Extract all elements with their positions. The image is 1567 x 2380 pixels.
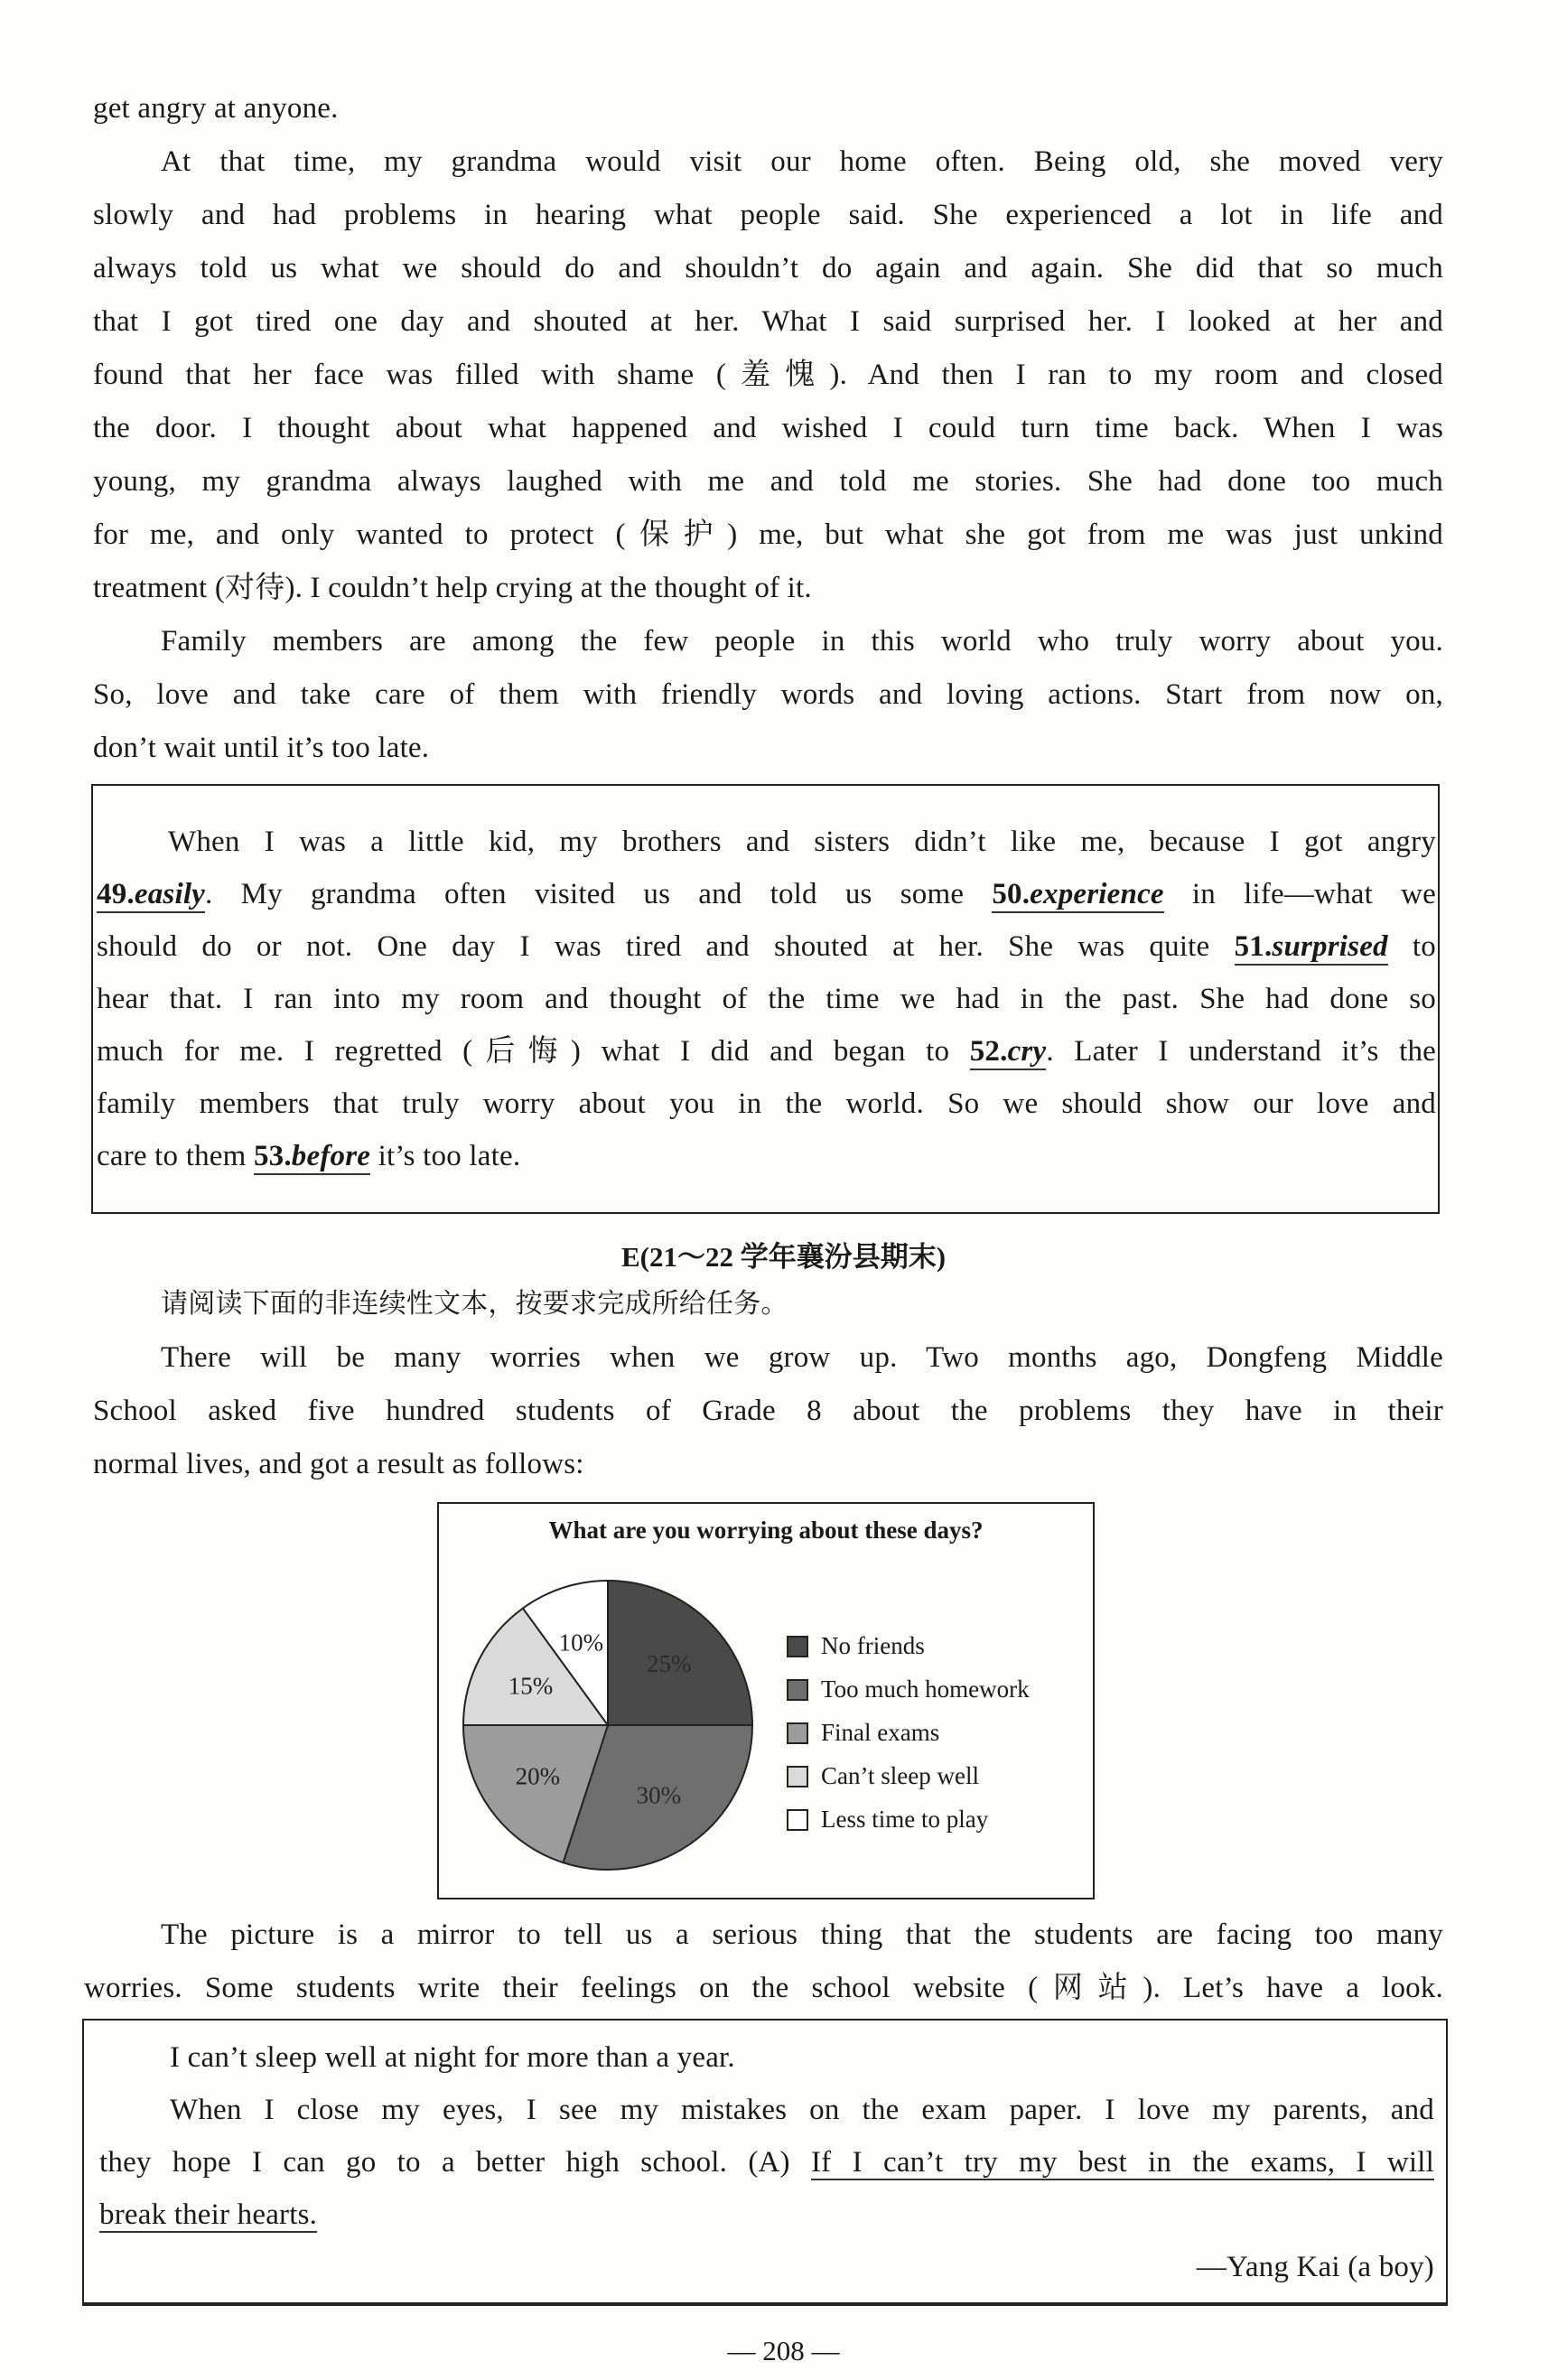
passage-line: for me, and only wanted to protect (保护) me, but what she got from me was just unkind [93, 518, 1443, 551]
post-line [99, 2197, 1434, 2233]
answer-49: 49.easily [97, 878, 205, 913]
passage-line: treatment (对待). I couldn’t help crying at the thought of it. [93, 572, 812, 604]
underlined-sentence-a: If I can’t try my best in the exams, I will [810, 2146, 1435, 2179]
answer-52: 52.cry [970, 1035, 1047, 1070]
passage-line: found that her face was filled with shame (羞愧). And then I ran to my room and closed [93, 359, 1443, 391]
legend-item [787, 1719, 939, 1747]
page-number: — 208 — [727, 2335, 840, 2366]
instruction: 请阅读下面的非连续性文本，按要求完成所给任务。 [161, 1288, 788, 1320]
section-heading: E(21～22 学年襄汾县期末) [620, 1241, 947, 1273]
summary-line: hear that. I ran into my room and thought of the time we had in the past. She had done so [97, 983, 1436, 1015]
summary-line: When I was a little kid, my brothers and sisters didn’t like me, because I got angry [168, 826, 1436, 858]
chart-title: What are you worrying about these days? [548, 1517, 984, 1544]
legend-swatch [787, 1809, 808, 1831]
after-line: The picture is a mirror to tell us a serious thing that the students are facing too many [161, 1918, 1443, 1951]
pie-label: 25% [647, 1650, 692, 1678]
legend-item [787, 1632, 925, 1660]
answer-50: 50.experience [992, 878, 1163, 913]
pie-label: 20% [515, 1762, 561, 1790]
passage-line: young, my grandma always laughed with me and told me stories. She had done too much [93, 465, 1443, 498]
legend-label: Too much homework [821, 1675, 1030, 1703]
passage-line: the door. I thought about what happened and wished I could turn time back. When I was [93, 412, 1443, 444]
pie-label: 15% [508, 1672, 554, 1700]
passage-line: slowly and had problems in hearing what people said. She experienced a lot in life and [93, 199, 1443, 231]
pie-label: 10% [558, 1629, 604, 1657]
post-line: they hope I can go to a better high school. (A) If I can’t try my best in the exams, I will [99, 2146, 1435, 2179]
passage-line: So, love and take care of them with friendly words and loving actions. Start from now on, [93, 678, 1443, 711]
signature: —Yang Kai (a boy) [1196, 2251, 1434, 2283]
legend-label: Final exams [821, 1719, 940, 1746]
intro-line: There will be many worries when we grow up. Two months ago, Dongfeng Middle [161, 1341, 1443, 1374]
passage-line: Family members are among the few people in this world who truly worry about you. [161, 625, 1443, 658]
post-line: I can’t sleep well at night for more than a year. [170, 2041, 735, 2074]
underlined-sentence-a-cont: break their hearts. [99, 2198, 318, 2231]
pie-label: 30% [636, 1781, 682, 1809]
passage-line: always told us what we should do and shouldn’t do again and again. She did that so much [93, 252, 1443, 285]
intro-line: normal lives, and got a result as follows: [93, 1448, 584, 1480]
legend-label: Can’t sleep well [821, 1762, 979, 1789]
answer-51: 51.surprised [1235, 930, 1388, 966]
legend-item [787, 1806, 988, 1834]
pie-svg [459, 1576, 757, 1874]
summary-line: care to them 53.before it’s too late. [97, 1138, 1436, 1174]
answer-53: 53.before [254, 1140, 370, 1175]
passage-line: At that time, my grandma would visit our home often. Being old, she moved very [161, 145, 1443, 178]
legend-label: No friends [821, 1632, 925, 1659]
legend-swatch [787, 1679, 808, 1701]
intro-line: School asked five hundred students of Grade 8 about the problems they have in their [93, 1395, 1443, 1427]
legend-swatch [787, 1722, 808, 1744]
summary-line: should do or not. One day I was tired and shouted at her. She was quite 51.surprised to [97, 929, 1436, 965]
legend-item [787, 1762, 979, 1790]
summary-line: family members that truly worry about you in the world. So we should show our love and [97, 1087, 1436, 1120]
legend-label: Less time to play [821, 1806, 989, 1833]
summary-line: 49.easily. My grandma often visited us and told us some 50.experience in life—what we [97, 876, 1436, 912]
summary-line: much for me. I regretted (后悔) what I did and began to 52.cry. Later I understand it’s the [97, 1033, 1436, 1069]
passage-line: don’t wait until it’s too late. [93, 732, 430, 764]
legend-item [787, 1675, 1030, 1703]
passage-line: get angry at anyone. [93, 92, 339, 125]
legend-swatch [787, 1636, 808, 1657]
pie-chart [437, 1502, 1095, 1899]
passage-line: that I got tired one day and shouted at her. What I said surprised her. I looked at her and [93, 305, 1443, 338]
post-line: When I close my eyes, I see my mistakes on the exam paper. I love my parents, and [170, 2094, 1434, 2126]
legend-swatch [787, 1766, 808, 1787]
after-line: worries. Some students write their feelings on the school website (网站). Let’s have a look. [84, 1972, 1443, 2004]
